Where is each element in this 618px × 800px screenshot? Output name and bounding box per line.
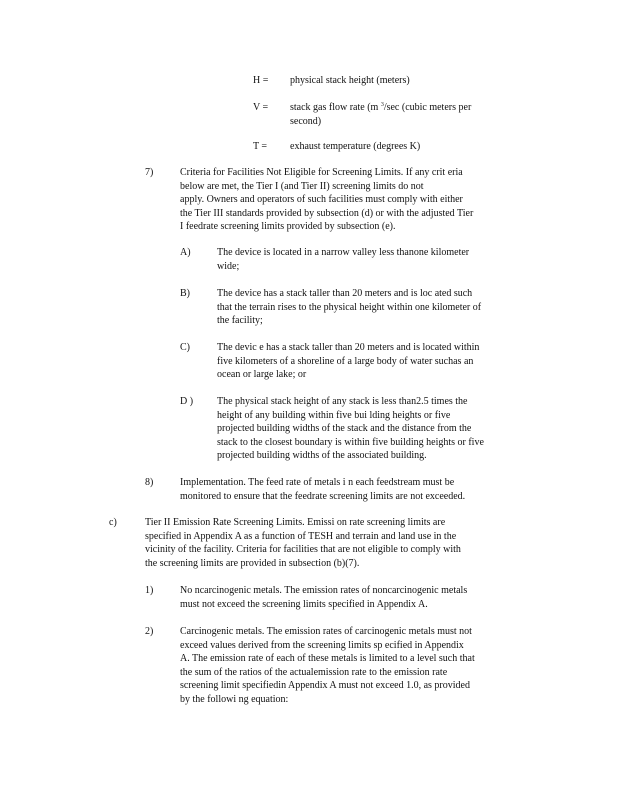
text-line: The device has a stack taller than 20 meters and is loc ated such bbox=[217, 288, 473, 299]
text-line: Tier II Emission Rate Screening Limits. Emissi on rate screening limits are bbox=[145, 517, 446, 528]
text-line: the screening limits are provided in subsection (b)(7). bbox=[145, 557, 360, 569]
text-line: Implementation. The feed rate of metals i n each feedstream must be bbox=[180, 477, 455, 488]
text-line: The physical stack height of any stack is less than2.5 times the bbox=[217, 396, 468, 407]
text-line: Criteria for Facilities Not Eligible for Screening Limits. If any crit eria bbox=[180, 167, 463, 178]
item-7-text bbox=[180, 166, 473, 234]
item-7a-label: A) bbox=[180, 247, 191, 258]
section-c-text bbox=[145, 516, 461, 570]
item-7a-text bbox=[217, 246, 469, 273]
text-line: specified in Appendix A as a function of TESH and terrain and land use in the bbox=[145, 530, 457, 542]
text-line: the facility; bbox=[217, 315, 263, 327]
def-h-symbol: H = bbox=[253, 75, 269, 86]
text-line: by the followi ng equation: bbox=[180, 693, 289, 705]
text-fragment: stack gas flow rate (m bbox=[290, 102, 381, 113]
item-7-label: 7) bbox=[145, 167, 154, 178]
text-line: the sum of the ratios of the actualemission rate to the emission rate bbox=[180, 666, 448, 678]
superscript: 3 bbox=[380, 102, 384, 108]
text-line: the Tier III standards provided by subsection (d) or with the adjusted Tier bbox=[180, 207, 474, 219]
text-line: physical stack height (meters) bbox=[290, 75, 410, 86]
text-line: I feedrate screening limits provided by subsection (e). bbox=[180, 221, 396, 233]
item-c2-text bbox=[180, 625, 475, 707]
text-line bbox=[290, 101, 471, 115]
section-c-label: c) bbox=[109, 517, 117, 528]
item-8-label: 8) bbox=[145, 477, 154, 488]
item-7b-label: B) bbox=[180, 288, 190, 299]
text-line: A. The emission rate of each of these metals is limited to a level such that bbox=[180, 653, 475, 665]
text-line: projected building widths of the associated building. bbox=[217, 450, 427, 462]
def-t-text bbox=[290, 140, 420, 154]
text-line: projected building widths of the stack and the distance from the bbox=[217, 423, 472, 435]
text-line: second) bbox=[290, 115, 322, 127]
text-fragment: /sec (cubic meters per bbox=[383, 102, 472, 113]
item-c1-text bbox=[180, 584, 467, 611]
text-line: monitored to ensure that the feedrate screening limits are not exceeded. bbox=[180, 490, 466, 502]
item-7b-text bbox=[217, 287, 481, 328]
text-line: below are met, the Tier I (and Tier II) screening limits do not bbox=[180, 180, 424, 192]
text-line: vicinity of the facility. Criteria for facilities that are not eligible to comply with bbox=[145, 544, 461, 556]
text-line: exhaust temperature (degrees K) bbox=[290, 141, 421, 152]
def-h-text bbox=[290, 74, 410, 88]
text-line: The device is located in a narrow valley less thanone kilometer bbox=[217, 247, 470, 258]
text-line: screening limit specifiedin Appendix A must not exceed 1.0, as provided bbox=[180, 680, 470, 692]
item-7d-text bbox=[217, 395, 484, 463]
text-line: stack to the closest boundary is within five building heights or five bbox=[217, 436, 484, 448]
text-line: that the terrain rises to the physical height within one kilometer of bbox=[217, 301, 482, 313]
item-c2-label: 2) bbox=[145, 626, 154, 637]
text-line: Carcinogenic metals. The emission rates of carcinogenic metals must not bbox=[180, 626, 472, 637]
text-line: apply. Owners and operators of such facilities must comply with either bbox=[180, 194, 463, 206]
text-line: height of any building within five bui lding heights or five bbox=[217, 409, 451, 421]
text-line: ocean or large lake; or bbox=[217, 369, 307, 381]
def-t-symbol: T = bbox=[253, 141, 268, 152]
def-v-symbol: V = bbox=[253, 102, 269, 113]
item-8-text bbox=[180, 476, 465, 503]
def-v-text bbox=[290, 101, 471, 128]
text-line: must not exceed the screening limits specified in Appendix A. bbox=[180, 598, 428, 610]
item-7c-text bbox=[217, 341, 479, 382]
item-c1-label: 1) bbox=[145, 585, 154, 596]
text-line: wide; bbox=[217, 260, 240, 272]
item-7d-label: D ) bbox=[180, 396, 194, 407]
text-line: five kilometers of a shoreline of a large body of water suchas an bbox=[217, 355, 474, 367]
text-line: exceed values derived from the screening limits sp ecified in Appendix bbox=[180, 639, 464, 651]
text-line: No ncarcinogenic metals. The emission rates of noncarcinogenic metals bbox=[180, 585, 468, 596]
text-line: The devic e has a stack taller than 20 meters and is located within bbox=[217, 342, 480, 353]
item-7c-label: C) bbox=[180, 342, 190, 353]
